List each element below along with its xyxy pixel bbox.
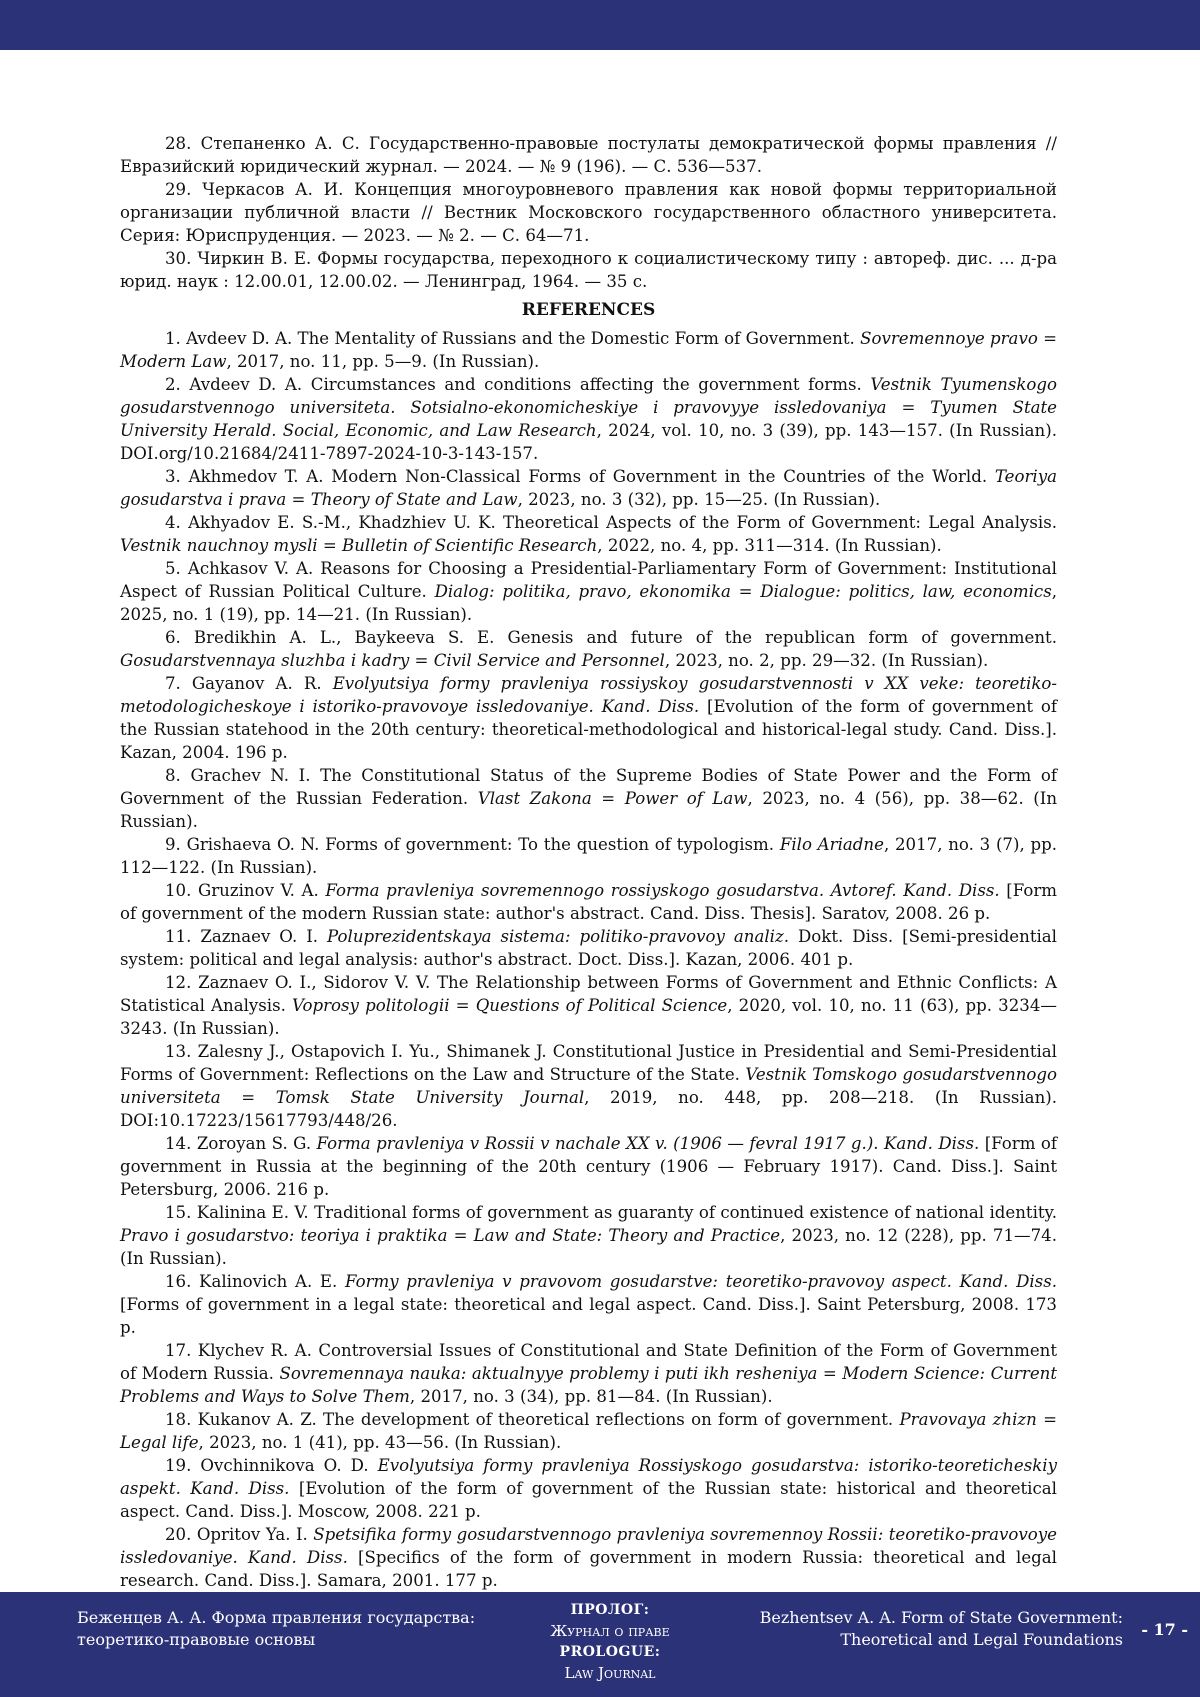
- reference-item: [120, 1339, 1057, 1408]
- reference-item: [120, 1201, 1057, 1270]
- reference-item: [120, 764, 1057, 833]
- reference-item: [120, 1270, 1057, 1339]
- journal-subtitle-en: Law Journal: [564, 1664, 656, 1682]
- reference-authors-title: 5. Achkasov V. A. Reasons for Choosing a Presidential-Parliamentary Form of Government: Institutional Aspect of Russian Political Culture.: [120, 559, 1057, 601]
- footer-band: [0, 1592, 1200, 1697]
- reference-item: [120, 1040, 1057, 1132]
- reference-details: , 2022, no. 4, pp. 311—314. (In Russian).: [597, 536, 942, 555]
- journal-logo-text: [500, 1600, 720, 1684]
- reference-authors-title: 13. Zalesny J., Ostapovich I. Yu., Shimanek J. Constitutional Justice in Presidential and Semi-Presidential Forms of Government: Reflections on the Law and Structure of the State.: [120, 1042, 1057, 1084]
- reference-item: [120, 373, 1057, 465]
- reference-item: [120, 626, 1057, 672]
- reference-authors-title: 20. Opritov Ya. I.: [165, 1525, 314, 1544]
- reference-source: Sovremennaya nauka: aktualnyye problemy i puti ikh resheniya = Modern Science: Current Problems and Ways to Solve Them: [120, 1364, 1058, 1406]
- reference-authors-title: 9. Grishaeva O. N. Forms of government: To the question of typologism.: [165, 835, 780, 854]
- footer-article-title-ru: [77, 1607, 477, 1651]
- reference-details: , 2020, vol. 10, no. 11 (63), pp. 3234—3243. (In Russian).: [120, 996, 1057, 1038]
- reference-authors-title: 2. Avdeev D. A. Circumstances and conditions affecting the government forms.: [165, 375, 871, 394]
- reference-authors-title: 6. Bredikhin A. L., Baykeeva S. E. Genesis and future of the republican form of government.: [165, 628, 1057, 647]
- reference-source: Sovremennoye pravo = Modern Law: [120, 329, 1057, 371]
- reference-item: [120, 672, 1057, 764]
- reference-item: [120, 879, 1057, 925]
- references-body: [120, 132, 1057, 1592]
- reference-source: Pravo i gosudarstvo: teoriya i praktika = Law and State: Theory and Practice: [120, 1226, 781, 1245]
- reference-item: 30. Чиркин В. Е. Формы государства, переходного к социалистическому типу : автореф. дис. ... д-ра юрид. наук : 12.00.01, 12.00.02. — Ленинград, 1964. — 35 с.: [120, 249, 1057, 291]
- reference-details: , 2019, no. 448, pp. 208—218. (In Russian). DOI:10.17223/15617793/448/26.: [120, 1088, 1058, 1130]
- reference-details: [Specifics of the form of government in modern Russia: theoretical and legal research. Cand. Diss.]. Samara, 2001. 177 p.: [120, 1548, 1057, 1590]
- reference-details: , 2017, no. 11, pp. 5—9. (In Russian).: [226, 352, 540, 371]
- russian-reference-list: [120, 132, 1057, 293]
- reference-details: , 2023, no. 3 (32), pp. 15—25. (In Russian).: [517, 490, 881, 509]
- reference-item: [120, 327, 1057, 373]
- reference-source: Poluprezidentskaya sistema: politiko-pravovoy analiz.: [327, 927, 789, 946]
- reference-details: [Evolution of the form of government of the Russian state: historical and theoretical aspect. Cand. Diss.]. Moscow, 2008. 221 p.: [120, 1479, 1057, 1521]
- reference-item: [120, 971, 1057, 1040]
- reference-source: Teoriya gosudarstva i prava = Theory of State and Law: [120, 467, 1057, 509]
- reference-item: [120, 557, 1057, 626]
- reference-item: [120, 1454, 1057, 1523]
- reference-authors-title: 18. Kukanov A. Z. The development of theoretical reflections on form of government.: [165, 1410, 900, 1429]
- reference-details: , 2023, no. 1 (41), pp. 43—56. (In Russian).: [198, 1433, 562, 1452]
- reference-authors-title: 4. Akhyadov E. S.-M., Khadzhiev U. K. Theoretical Aspects of the Form of Government: Legal Analysis.: [165, 513, 1057, 532]
- reference-authors-title: 1. Avdeev D. A. The Mentality of Russians and the Domestic Form of Government.: [165, 329, 861, 348]
- reference-details: , 2023, no. 2, pp. 29—32. (In Russian).: [664, 651, 989, 670]
- reference-authors-title: 12. Zaznaev O. I., Sidorov V. V. The Relationship between Forms of Government and Ethnic Conflicts: A Statistical Analysis.: [120, 973, 1057, 1015]
- journal-subtitle-ru: Журнал о праве: [550, 1622, 670, 1640]
- references-heading: REFERENCES: [521, 300, 656, 320]
- reference-source: Forma pravleniya sovremennogo rossiyskogo gosudarstva. Avtoref. Kand. Diss.: [325, 881, 1000, 900]
- reference-details: , 2023, no. 4 (56), pp. 38—62. (In Russian).: [120, 789, 1058, 831]
- reference-details: , 2017, no. 3 (7), pp. 112—122. (In Russian).: [120, 835, 1057, 877]
- reference-source: Dialog: politika, pravo, ekonomika = Dialogue: politics, law, economics: [434, 582, 1052, 601]
- reference-details: [Forms of government in a legal state: theoretical and legal aspect. Cand. Diss.]. Saint Petersburg, 2008. 173 p.: [120, 1295, 1057, 1337]
- reference-details: , 2025, no. 1 (19), pp. 14—21. (In Russian).: [120, 582, 1057, 624]
- reference-authors-title: 10. Gruzinov V. A.: [165, 881, 326, 900]
- reference-item: [120, 1132, 1057, 1201]
- reference-source: Spetsifika formy gosudarstvennogo pravleniya sovremennoy Rossii: teoretiko-pravovoye issledovaniye. Kand. Diss.: [120, 1525, 1057, 1567]
- reference-item: [120, 925, 1057, 971]
- reference-source: Vestnik Tyumenskogo gosudarstvennogo universiteta. Sotsialno-ekonomicheskiye i pravovyye issledovaniya = Tyumen State University Herald. Social, Economic, and Law Research: [120, 375, 1057, 440]
- reference-item: [120, 1523, 1057, 1592]
- reference-item: 29. Черкасов А. И. Концепция многоуровневого правления как новой формы территориальной организации публичной власти // Вестник Московского государственного областного университета. Серия: Юриспруденция. — 2023. — № 2. — С. 64—71.: [120, 180, 1057, 245]
- reference-source: Vlast Zakona = Power of Law: [477, 789, 748, 808]
- journal-name-ru: ПРОЛОГ:: [570, 1602, 650, 1618]
- footer-article-title-en: [743, 1607, 1123, 1651]
- reference-source: Forma pravleniya v Rossii v nachale XX v. (1906 — fevral 1917 g.). Kand. Diss.: [316, 1134, 980, 1153]
- reference-details: , 2024, vol. 10, no. 3 (39), pp. 143—157. (In Russian). DOI.org/10.21684/2411-7897-2024-10-3-143-157.: [120, 421, 1057, 463]
- reference-source: Formy pravleniya v pravovom gosudarstve: teoretiko-pravovoy aspect. Kand. Diss.: [344, 1272, 1057, 1291]
- page-number: - 17 -: [1141, 1620, 1188, 1639]
- reference-authors-title: 14. Zoroyan S. G.: [165, 1134, 317, 1153]
- header-band: [0, 0, 1200, 50]
- reference-authors-title: 15. Kalinina E. V. Traditional forms of government as guaranty of continued existence of national identity.: [165, 1203, 1057, 1222]
- reference-authors-title: 16. Kalinovich A. E.: [165, 1272, 345, 1291]
- reference-authors-title: 8. Grachev N. I. The Constitutional Status of the Supreme Bodies of State Power and the Form of Government of the Russian Federation.: [120, 766, 1057, 808]
- reference-details: , 2023, no. 12 (228), pp. 71—74. (In Russian).: [120, 1226, 1057, 1268]
- reference-authors-title: 7. Gayanov A. R.: [165, 674, 333, 693]
- reference-item: [120, 833, 1057, 879]
- reference-item: [120, 511, 1057, 557]
- reference-source: Vestnik nauchnoy mysli = Bulletin of Scientific Research: [120, 536, 598, 555]
- reference-details: [Form of government of the modern Russian state: author's abstract. Cand. Diss. Thesis]. Saratov, 2008. 26 p.: [120, 881, 1057, 923]
- reference-item: [120, 1408, 1057, 1454]
- reference-source: Vestnik Tomskogo gosudarstvennogo universiteta = Tomsk State University Journal: [120, 1065, 1057, 1107]
- reference-details: [Evolution of the form of government of the Russian statehood in the 20th century: theoretical-methodological and historical-legal study. Cand. Diss.]. Kazan, 2004. 196 p.: [120, 697, 1057, 762]
- footer-right-line-2: Theoretical and Legal Foundations: [840, 1630, 1123, 1649]
- journal-name-en: PROLOGUE:: [559, 1644, 661, 1660]
- footer-left-line-2: теоретико-правовые основы: [77, 1630, 316, 1649]
- footer-left-line-1: Беженцев А. А. Форма правления государства:: [77, 1608, 476, 1627]
- reference-source: Pravovaya zhizn = Legal life: [120, 1410, 1057, 1452]
- reference-source: Gosudarstvennaya sluzhba i kadry = Civil Service and Personnel: [120, 651, 665, 670]
- reference-source: Filo Ariadne: [779, 835, 884, 854]
- reference-source: Evolyutsiya formy pravleniya Rossiyskogo gosudarstva: istoriko-teoreticheskiy aspekt. Kand. Diss.: [120, 1456, 1057, 1498]
- references-list: [120, 327, 1057, 1592]
- reference-details: Dokt. Diss. [Semi-presidential system: political and legal analysis: author's abstract. Doct. Diss.]. Kazan, 2006. 401 p.: [120, 927, 1057, 969]
- reference-authors-title: 11. Zaznaev O. I.: [165, 927, 328, 946]
- reference-authors-title: 3. Akhmedov T. A. Modern Non-Classical Forms of Government in the Countries of the World.: [165, 467, 995, 486]
- reference-details: [Form of government in Russia at the beginning of the 20th century (1906 — February 1917). Cand. Diss.]. Saint Petersburg, 2006. 216 p.: [120, 1134, 1057, 1199]
- reference-source: Voprosy politologii = Questions of Political Science: [292, 996, 728, 1015]
- reference-authors-title: 17. Klychev R. A. Controversial Issues of Constitutional and State Definition of the Form of Government of Modern Russia.: [120, 1341, 1057, 1383]
- reference-item: 28. Степаненко А. С. Государственно-правовые постулаты демократической формы правления // Евразийский юридический журнал. — 2024. — № 9 (196). — С. 536—537.: [120, 134, 1057, 176]
- reference-authors-title: 19. Ovchinnikova O. D.: [165, 1456, 378, 1475]
- footer-right-line-1: Bezhentsev A. A. Form of State Government:: [759, 1608, 1123, 1627]
- reference-source: Evolyutsiya formy pravleniya rossiyskoy gosudarstvennosti v XX veke: teoretiko-metodologicheskoye i istoriko-pravovoye issledovaniye. Kand. Diss.: [120, 674, 1057, 716]
- reference-item: [120, 465, 1057, 511]
- reference-details: , 2017, no. 3 (34), pp. 81—84. (In Russian).: [409, 1387, 773, 1406]
